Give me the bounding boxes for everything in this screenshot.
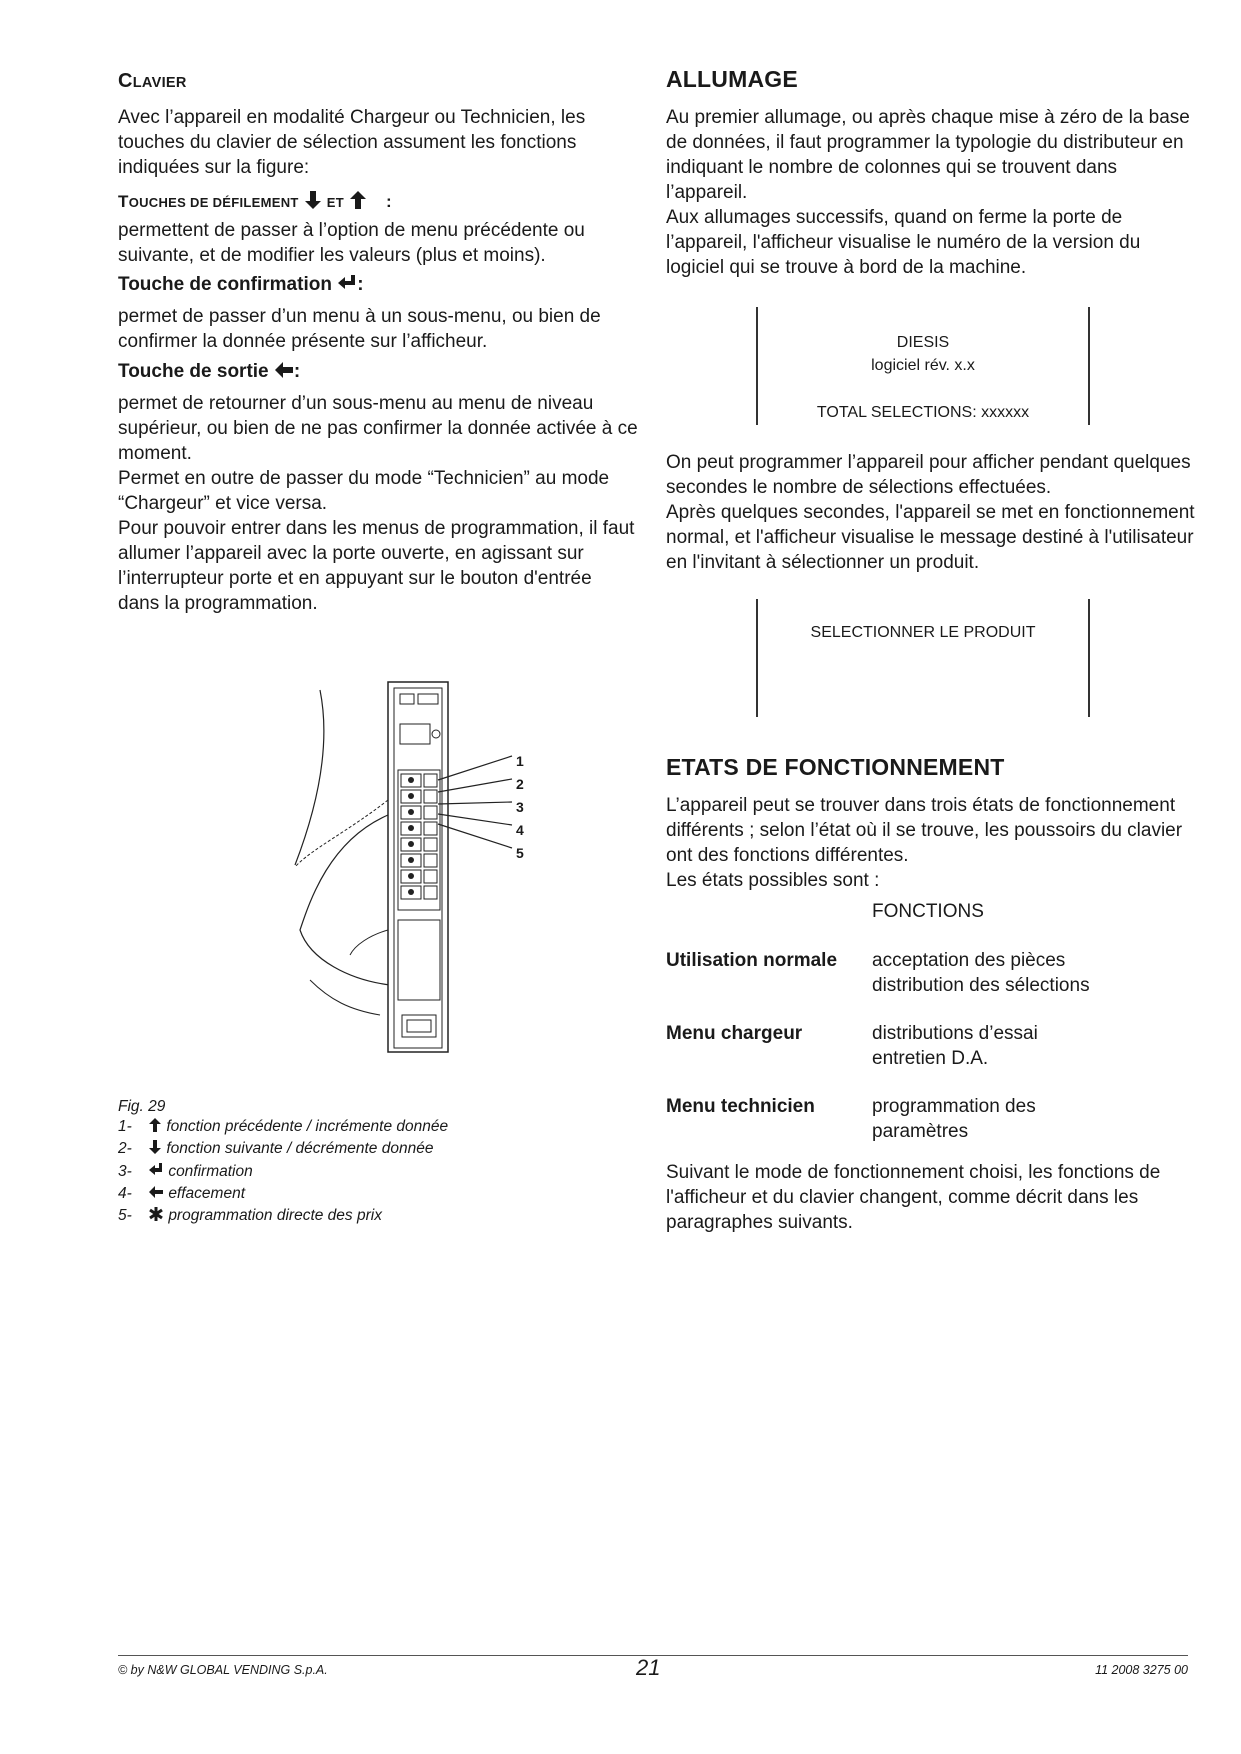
- callout-4: 4: [516, 822, 524, 838]
- asterisk-icon: [148, 1206, 164, 1228]
- etats-text-2: Les états possibles sont :: [666, 870, 880, 891]
- arrow-down-icon: [304, 190, 322, 215]
- arrow-left-icon: [148, 1184, 164, 1206]
- display-startup: [756, 307, 1090, 425]
- callout-1: 1: [516, 753, 524, 769]
- enter-icon: [148, 1162, 164, 1184]
- figure-caption: [118, 1097, 448, 1228]
- section-title-allumage: ALLUMAGE: [666, 66, 798, 92]
- fig-item-1: 1- fonction précédente / incrémente donnée: [118, 1117, 448, 1139]
- fig-item-3: 3- confirmation: [118, 1162, 448, 1184]
- display-line-2: logiciel rév. x.x: [871, 357, 975, 374]
- callout-2: 2: [516, 776, 524, 792]
- state-row: Menu chargeur distributions d’essai entretien D.A.: [666, 1023, 1038, 1069]
- exit-key-text-2: Permet en outre de passer du mode “Technicien” au mode “Chargeur” et vice versa.: [118, 468, 610, 514]
- keypad-illustration: [290, 680, 550, 1060]
- arrow-up-icon: [349, 190, 367, 215]
- display-select-line: SELECTIONNER LE PRODUIT: [810, 624, 1036, 641]
- allumage-text-1: Au premier allumage, ou après chaque mise à zéro de la base de données, il faut programmer la typologie du distributeur en indiquant le nombre de colonnes qui se trouvent dans l’appareil.: [666, 107, 1190, 203]
- enter-icon: [337, 273, 357, 299]
- section-title-clavier: CLAVIER: [118, 70, 187, 92]
- fig-item-5: 5- programmation directe des prix: [118, 1206, 448, 1228]
- confirm-key-title: Touche de confirmation :: [118, 273, 364, 299]
- allumage-text-2: Aux allumages successifs, quand on ferme la porte de l’appareil, l'afficheur visualise le numéro de la version du logiciel qui se trouve à bord de la machine.: [666, 207, 1141, 278]
- exit-key-text-3: Pour pouvoir entrer dans les menus de programmation, il faut allumer l’appareil avec la porte ouverte, en agissant sur l’interrupteur porte et en appuyant sur le bouton d'entrée dans la programmation.: [118, 518, 635, 614]
- footer-copyright: © by N&W GLOBAL VENDING S.p.A.: [118, 1663, 328, 1677]
- fig-label: Fig. 29: [118, 1098, 166, 1115]
- callout-3: 3: [516, 799, 524, 815]
- etats-text-3: Suivant le mode de fonctionnement choisi, les fonctions de l'afficheur et du clavier changent, comme décrit dans les paragraphes suivants.: [666, 1162, 1161, 1233]
- fonctions-header: FONCTIONS: [872, 901, 984, 922]
- etats-text-1: L’appareil peut se trouver dans trois états de fonctionnement différents ; selon l’état où il se trouve, les poussoirs du clavier ont des fonctions différentes.: [666, 795, 1183, 866]
- clavier-intro: Avec l’appareil en modalité Chargeur ou Technicien, les touches du clavier de sélection assument les fonctions indiquées sur la figure:: [118, 107, 586, 178]
- arrow-down-icon: [148, 1139, 162, 1161]
- fig-item-2: 2- fonction suivante / décrémente donnée: [118, 1139, 448, 1161]
- allumage-text-4: Après quelques secondes, l'appareil se met en fonctionnement normal, et l'afficheur visualise le message destiné à l'utilisateur en l'invitant à sélectionner un produit.: [666, 502, 1195, 573]
- callout-5: 5: [516, 845, 524, 861]
- arrow-up-icon: [148, 1117, 162, 1139]
- display-select-product: [756, 599, 1090, 717]
- section-title-etats: ETATS DE FONCTIONNEMENT: [666, 754, 1005, 780]
- state-row: Utilisation normale acceptation des pièces distribution des sélections: [666, 950, 1090, 996]
- page-number: 21: [636, 1655, 661, 1680]
- exit-key-title: Touche de sortie :: [118, 360, 300, 386]
- display-line-1: DIESIS: [896, 334, 950, 351]
- allumage-text-3: On peut programmer l’appareil pour afficher pendant quelques secondes le nombre de sélections effectuées.: [666, 452, 1191, 498]
- display-line-3: TOTAL SELECTIONS: xxxxxx: [816, 404, 1030, 421]
- scroll-keys-text: permettent de passer à l’option de menu précédente ou suivante, et de modifier les valeurs (plus et moins).: [118, 220, 585, 266]
- state-row: Menu technicien programmation des paramètres: [666, 1096, 1036, 1142]
- states-table: [666, 948, 1196, 1144]
- fig-item-4: 4- effacement: [118, 1184, 448, 1206]
- confirm-key-text: permet de passer d’un menu à un sous-menu, ou bien de confirmer la donnée présente sur l’afficheur.: [118, 306, 601, 352]
- exit-key-text-1: permet de retourner d’un sous-menu au menu de niveau supérieur, ou bien de ne pas confirmer la donnée activée à ce moment.: [118, 393, 638, 464]
- arrow-left-icon: [274, 360, 294, 386]
- scroll-keys-title: TOUCHES DE DÉFILEMENT ET :: [118, 190, 392, 215]
- keypad-figure: [290, 680, 550, 1060]
- footer-docnum: 11 2008 3275 00: [1095, 1663, 1188, 1677]
